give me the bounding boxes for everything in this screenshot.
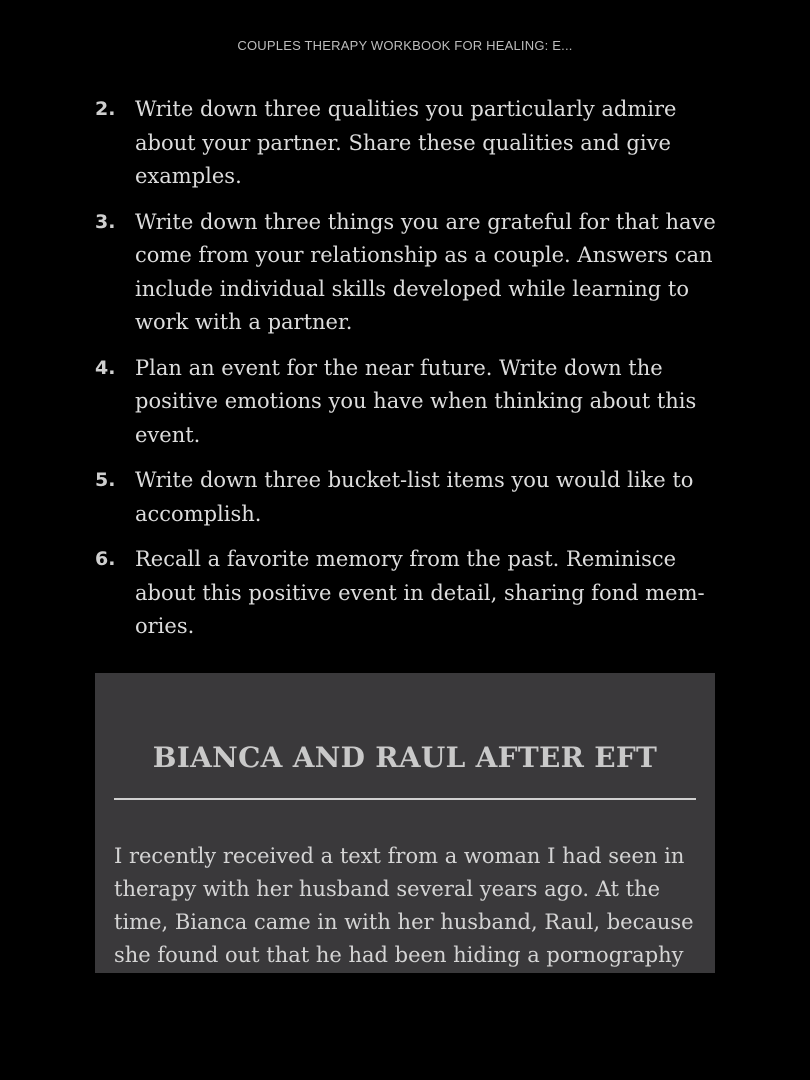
body-line: I recently received a text from a woman I had seen in — [114, 844, 685, 868]
list-item-number: 3. — [95, 210, 116, 233]
body-line: time, Bianca came in with her husband, Raul, because — [114, 910, 694, 934]
list-item-line: Write down three things you are grateful for that have — [135, 209, 716, 234]
list-item-line: Plan an event for the near future. Write down the — [135, 355, 663, 380]
body-line: therapy with her husband several years ago. At the — [114, 877, 660, 901]
list-item-line: about your partner. Share these qualities and give — [135, 130, 671, 155]
list-item — [95, 93, 720, 194]
list-item-line: Write down three qualities you particularly admire — [135, 97, 677, 121]
list-item-line: work with a partner. — [135, 310, 353, 334]
exercise-list — [95, 93, 720, 656]
list-item-number: 2. — [95, 98, 116, 120]
title-divider — [114, 798, 696, 800]
list-item — [95, 352, 720, 453]
list-item-line: come from your relationship as a couple. Answers can — [135, 243, 713, 267]
list-item-line: positive emotions you have when thinking about this — [135, 389, 697, 413]
case-study-body — [114, 840, 696, 972]
list-item-line: about this positive event in detail, sharing fond mem- — [135, 580, 705, 605]
body-line: she found out that he had been hiding a pornography — [114, 943, 684, 967]
list-item-number: 5. — [95, 469, 116, 491]
list-item-number: 4. — [95, 356, 116, 379]
list-item-number: 6. — [95, 548, 116, 570]
list-item-line: accomplish. — [135, 501, 262, 526]
list-item-line: include individual skills developed while learning to — [135, 276, 689, 301]
list-item — [95, 464, 720, 531]
list-item — [95, 543, 720, 644]
list-item-line: examples. — [135, 164, 242, 188]
case-study-title: BIANCA AND RAUL AFTER EFT — [152, 741, 658, 774]
list-item-line: Recall a favorite memory from the past. Reminisce — [135, 547, 677, 571]
case-study-sidebar — [95, 673, 715, 973]
list-item-line: event. — [135, 422, 201, 447]
book-title-header: COUPLES THERAPY WORKBOOK FOR HEALING: E... — [237, 38, 573, 53]
list-item-line: Write down three bucket-list items you would like to — [135, 468, 694, 492]
list-item — [95, 206, 720, 340]
list-item-line: ories. — [135, 614, 195, 638]
